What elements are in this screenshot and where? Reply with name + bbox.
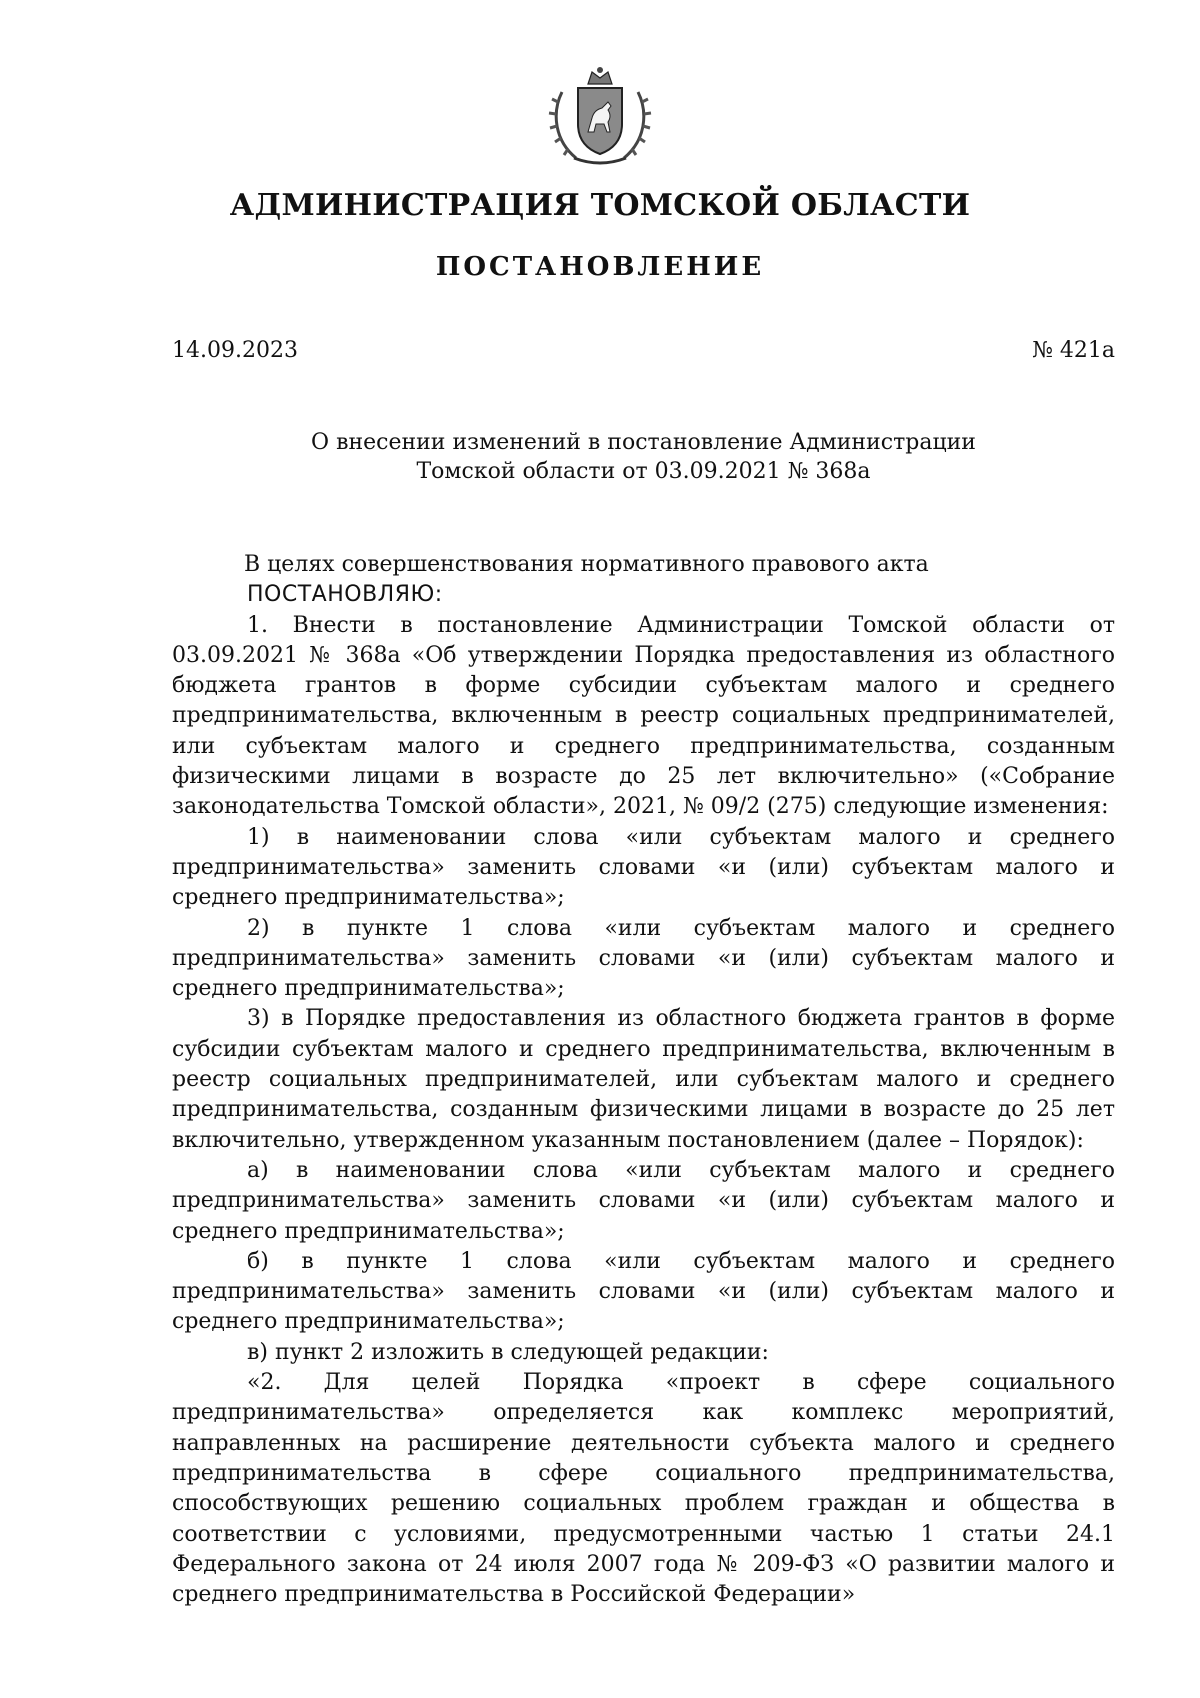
document-subject [172, 428, 1115, 486]
organization-title: АДМИНИСТРАЦИЯ ТОМСКОЙ ОБЛАСТИ [229, 188, 971, 223]
paragraph: «2. Для целей Порядка «проект в сфере социального предпринимательства» определяется как комплекс мероприятий, направленных на расширение деятельности субъекта малого и среднего предпринимательства в сфере социального предпринимательства, способствующих решению социальных проблем граждан и общества в соответствии с условиями, предусмотренными частью 1 статьи 24.1 Федерального закона от 24 июля 2007 года № 209-ФЗ «О развитии малого и среднего предпринимательства в Российской Федерации» [172, 1370, 1115, 1608]
subject-line: Томской области от 03.09.2021 № 368а [416, 459, 871, 484]
document-type-title: ПОСТАНОВЛЕНИЕ [435, 252, 765, 282]
paragraph: 3) в Порядке предоставления из областного бюджета грантов в форме субсидии субъектам малого и среднего предпринимательства, включенным в реестр социальных предпринимателей, или субъектам малого и среднего предпринимательства, созданным физическими лицами в возрасте до 25 лет включительно, утвержденном указанным постановлением (далее – Порядок): [172, 1006, 1115, 1153]
decree-word: ПОСТАНОВЛЯЮ: [247, 582, 443, 608]
purpose-paragraph: В целях совершенствования нормативного правового акта [244, 552, 929, 577]
paragraph: 1. Внести в постановление Администрации Томской области от 03.09.2021 № 368а «Об утверждении Порядка предоставления из областного бюджета грантов в форме субсидии субъектам малого и среднего предпринимательства, включенным в реестр социальных предпринимателей, или субъектам малого и среднего предпринимательства, созданным физическими лицами в возрасте до 25 лет включительно» («Собрание законодательства Томской области», 2021, № 09/2 (275) следующие изменения: [172, 612, 1115, 820]
document-date: 14.09.2023 [172, 338, 298, 363]
document-body [172, 550, 1115, 1610]
document-number: № 421а [1032, 338, 1115, 363]
paragraph: а) в наименовании слова «или субъектам малого и среднего предпринимательства» заменить словами «и (или) субъектам малого и среднего предпринимательства»; [172, 1157, 1115, 1244]
coat-of-arms-icon [548, 62, 652, 168]
paragraph: 1) в наименовании слова «или субъектам малого и среднего предпринимательства» заменить словами «и (или) субъектам малого и среднего предпринимательства»; [172, 824, 1115, 911]
paragraph: в) пункт 2 изложить в следующей редакции: [247, 1339, 769, 1365]
paragraph: 2) в пункте 1 слова «или субъектам малого и среднего предпринимательства» заменить словами «и (или) субъектам малого и среднего предпринимательства»; [172, 915, 1115, 1002]
paragraph: б) в пункте 1 слова «или субъектам малого и среднего предпринимательства» заменить словами «и (или) субъектам малого и среднего предпринимательства»; [172, 1248, 1115, 1335]
subject-line: О внесении изменений в постановление Администрации [311, 430, 976, 455]
